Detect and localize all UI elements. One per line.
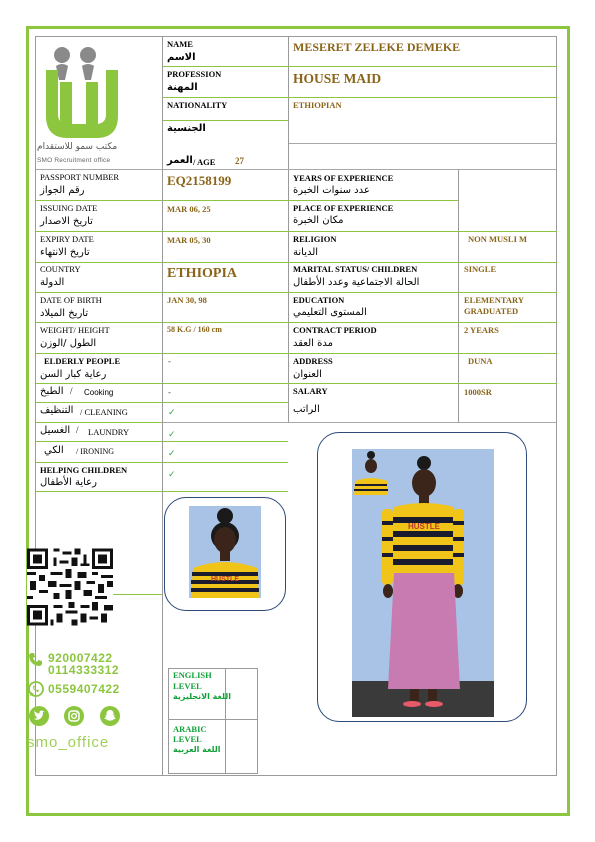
instagram-icon[interactable]	[64, 706, 84, 726]
phone-icon	[27, 651, 45, 669]
profession-value: HOUSE MAID	[293, 71, 382, 86]
cooking-value: -	[168, 387, 171, 397]
name-label: NAME	[167, 39, 193, 49]
whatsapp-number[interactable]: 0559407422	[48, 682, 120, 696]
cooking-label: Cooking	[84, 388, 114, 397]
expiry-value: MAR 05, 30	[167, 235, 211, 245]
cleaning-label-ar: التنظيف	[40, 405, 74, 416]
cleaning-label: / CLEANING	[80, 407, 128, 417]
logo-arabic-name: مكتب سمو للاستقدام	[37, 142, 118, 152]
contract-value: 2 YEARS	[464, 325, 499, 335]
shirt-print: HUSTLE	[211, 576, 239, 583]
issuing-label-ar: تاريخ الاصدار	[40, 216, 93, 227]
elderly-value: -	[168, 356, 171, 366]
religion-label-ar: الديانة	[293, 247, 319, 258]
children-check-icon: ✓	[168, 470, 176, 480]
children-label: HELPING CHILDREN	[40, 465, 128, 475]
arabic-level-label-1: ARABIC	[173, 724, 207, 734]
ironing-check-icon: ✓	[168, 449, 176, 459]
passport-label-ar: رقم الجواز	[40, 185, 85, 196]
full-body-photo-frame	[317, 432, 527, 722]
experience-label-ar: عدد سنوات الخبرة	[293, 185, 370, 196]
full-body-photo	[352, 449, 494, 717]
country-label: COUNTRY	[40, 264, 81, 274]
dob-label: DATE OF BIRTH	[40, 295, 102, 305]
place-label-ar: مكان الخبرة	[293, 215, 344, 226]
marital-value: SINGLE	[464, 264, 497, 274]
profession-label-ar: المهنة	[167, 82, 198, 93]
col-divider-2	[288, 36, 289, 422]
place-label: PLACE OF EXPERIENCE	[293, 203, 394, 213]
marital-label-ar: الحالة الاجتماعية وعدد الأطفال	[293, 277, 420, 288]
english-level-label-2: LEVEL	[173, 681, 202, 691]
laundry-label-ar: الغسيل	[40, 425, 71, 436]
name-label-ar: الاسم	[167, 52, 196, 63]
experience-label: YEARS OF EXPERIENCE	[293, 173, 394, 183]
address-label: ADDRESS	[293, 356, 333, 366]
expiry-label-ar: تاريخ الانتهاء	[40, 247, 90, 258]
weight-height-value: 58 K.G / 160 cm	[167, 325, 222, 334]
whatsapp-icon	[27, 680, 45, 698]
cooking-label-ar: الطبخ	[40, 386, 64, 397]
religion-label: RELIGION	[293, 234, 337, 244]
cleaning-check-icon: ✓	[168, 408, 176, 418]
education-label-ar: المستوى التعليمي	[293, 307, 367, 318]
education-value-1: ELEMENTARY	[464, 295, 524, 305]
marital-label: MARITAL STATUS/ CHILDREN	[293, 264, 418, 274]
ironing-label-ar: الكي	[44, 445, 64, 456]
education-label: EDUCATION	[293, 295, 345, 305]
contract-label: CONTRACT PERIOD	[293, 325, 377, 335]
issuing-label: ISSUING DATE	[40, 203, 98, 213]
age-label-ar: العمر	[167, 155, 193, 166]
laundry-label: LAUNDRY	[88, 427, 130, 437]
elderly-label: ELDERLY PEOPLE	[44, 356, 121, 366]
ironing-label: / IRONING	[76, 447, 114, 456]
religion-value: NON MUSLI M	[468, 234, 528, 244]
weight-label: WEIGHT/ HEIGHT	[40, 325, 110, 335]
elderly-label-ar: رعاية كبار السن	[40, 369, 107, 380]
arabic-level-label-2: LEVEL	[173, 734, 202, 744]
english-level-label-ar: اللغة الانجليزية	[173, 692, 231, 701]
shirt-print-full: HUSTLE	[408, 522, 440, 531]
address-value: DUNA	[468, 356, 493, 366]
snapchat-icon[interactable]	[100, 706, 120, 726]
address-label-ar: العنوان	[293, 369, 322, 380]
expiry-label: EXPIRY DATE	[40, 234, 94, 244]
age-value: 27	[235, 156, 244, 166]
age-label: / AGE	[193, 157, 216, 167]
twitter-icon[interactable]	[29, 706, 49, 726]
phone-number-2[interactable]: 0114333312	[48, 663, 120, 677]
weight-label-ar: الطول /الوزن	[40, 338, 97, 349]
salary-label: SALARY	[293, 386, 328, 396]
col-divider-3	[458, 170, 459, 422]
social-handle[interactable]: smo_office	[27, 734, 110, 751]
passport-value: EQ2158199	[167, 173, 232, 188]
arabic-level-label-ar: اللغة العربية	[173, 745, 221, 754]
nationality-value: ETHIOPIAN	[293, 100, 342, 110]
passport-label: PASSPORT NUMBER	[40, 172, 120, 182]
contract-label-ar: مدة العقد	[293, 338, 333, 349]
logo-english-name: SMO Recruitment office	[37, 157, 111, 164]
country-label-ar: الدولة	[40, 277, 65, 288]
portrait-photo	[189, 506, 261, 598]
education-value-2: GRADUATED	[464, 306, 519, 316]
profession-label: PROFESSION	[167, 69, 222, 79]
salary-value: 1000SR	[464, 387, 492, 397]
col-divider-1	[162, 36, 163, 776]
english-level-label-1: ENGLISH	[173, 670, 212, 680]
name-value: MESERET ZELEKE DEMEKE	[293, 40, 461, 54]
portrait-photo-frame	[164, 497, 286, 611]
phone-number-1[interactable]: 920007422	[48, 651, 113, 665]
dob-value: JAN 30, 98	[167, 295, 207, 305]
salary-label-ar: الراتب	[293, 404, 320, 415]
qr-code	[27, 548, 113, 626]
country-value: ETHIOPIA	[167, 266, 238, 281]
children-label-ar: رعاية الأطفال	[40, 477, 97, 488]
nationality-label-ar: الجنسية	[167, 123, 206, 134]
issuing-value: MAR 06, 25	[167, 204, 211, 214]
nationality-label: NATIONALITY	[167, 100, 228, 110]
dob-label-ar: تاريخ الميلاد	[40, 308, 89, 319]
laundry-check-icon: ✓	[168, 430, 176, 440]
